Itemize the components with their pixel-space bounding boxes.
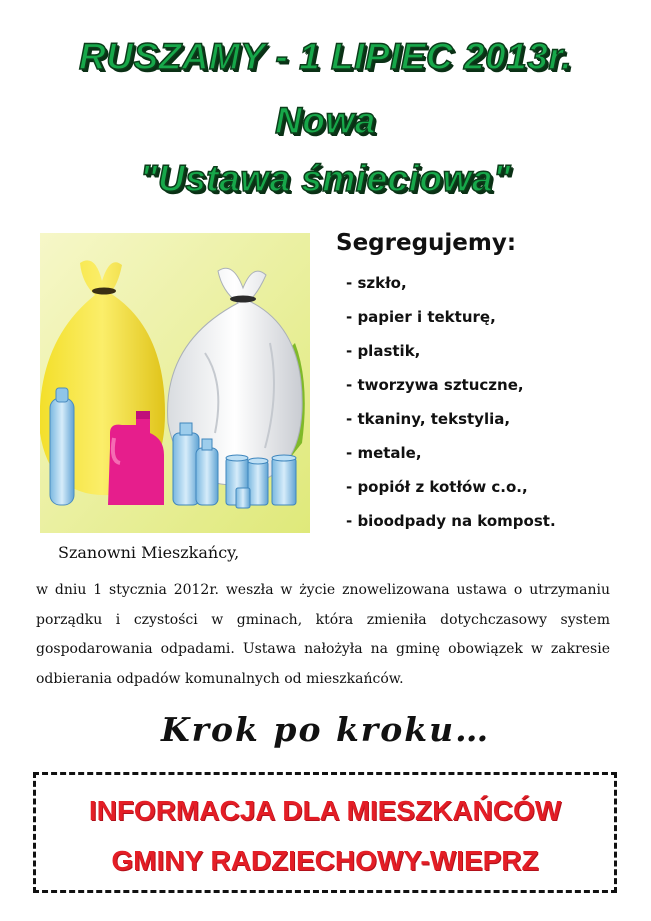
recycling-bags-illustration xyxy=(40,233,310,533)
step-by-step-subtitle: Krok po kroku… xyxy=(160,710,491,749)
plastic-bottle-left xyxy=(50,388,74,505)
list-item: - plastik, xyxy=(346,342,421,360)
list-item: - bioodpady na kompost. xyxy=(346,512,556,530)
list-item: - tworzywa sztuczne, xyxy=(346,376,524,394)
info-line-residents: INFORMACJA DLA MIESZKAŃCÓW xyxy=(88,795,562,826)
list-item: - popiół z kotłów c.o., xyxy=(346,478,528,496)
headline-date: RUSZAMY - 1 LIPIEC 2013r. xyxy=(79,36,572,77)
list-item: - metale, xyxy=(346,444,422,462)
letter-body: w dniu 1 stycznia 2012r. weszła w życie znowelizowana ustawa o utrzymaniu porządku i czystości w gminach, która zmieniła dotychczasowy system gospodarowania odpadami. Ustawa nałożyła na gminę obowiązek w zakresie odbierania odpadów komunalnych od mieszkańców. xyxy=(36,582,610,687)
list-item: - szkło, xyxy=(346,274,407,292)
list-item: - papier i tekturę, xyxy=(346,308,496,326)
list-item: - tkaniny, tekstylia, xyxy=(346,410,511,428)
info-box xyxy=(33,772,617,893)
headline-law-title: "Ustawa śmieciowa" xyxy=(139,158,512,199)
segregation-title: Segregujemy: xyxy=(336,230,517,256)
letter-greeting: Szanowni Mieszkańcy, xyxy=(58,543,240,562)
info-line-municipality: GMINY RADZIECHOWY-WIEPRZ xyxy=(111,845,539,876)
headline-new: Nowa xyxy=(275,100,376,141)
segregation-list xyxy=(346,270,556,542)
